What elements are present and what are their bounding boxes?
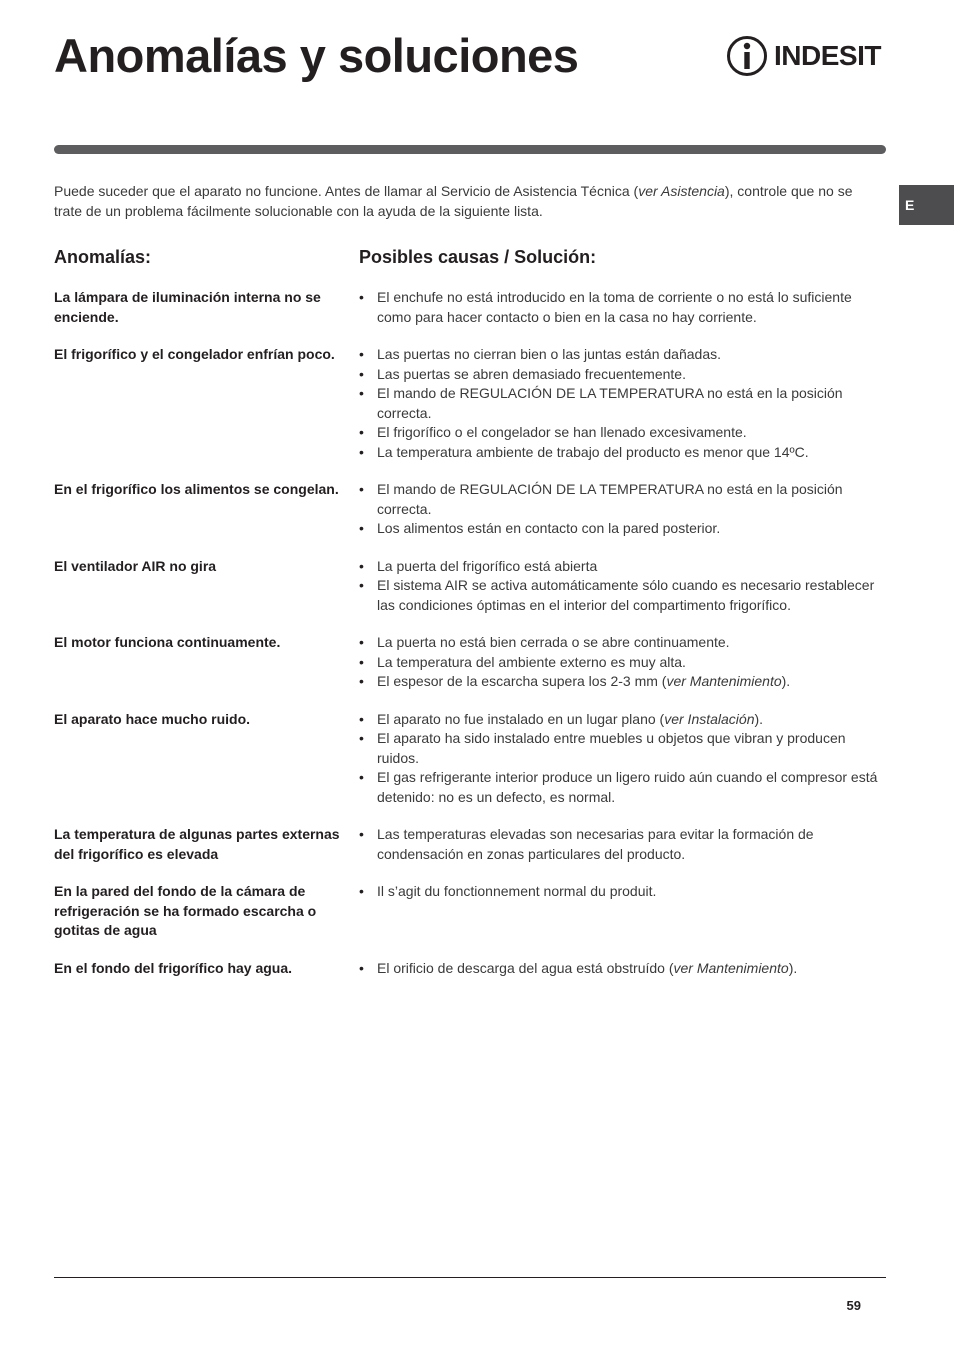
solution-text: El frigorífico o el congelador se han llenado excesivamente. [377, 424, 747, 440]
problem-text: En el fondo del frigorífico hay agua. [54, 959, 293, 976]
solution-item [359, 384, 886, 423]
solution-item [359, 672, 886, 692]
language-tab: E [899, 185, 954, 225]
solution-text: El orificio de descarga del agua está obstruído ( [377, 959, 674, 976]
solution-text: La puerta no está bien cerrada o se abre continuamente. [377, 634, 730, 650]
solution-text: El aparato no fue instalado en un lugar plano ( [377, 710, 665, 727]
solution-text: La temperatura del ambiente externo es muy alta. [377, 653, 686, 670]
header-rule [54, 145, 886, 154]
solution-text: Los alimentos están en contacto con la pared posterior. [377, 520, 721, 536]
indesit-i-icon [726, 34, 768, 78]
page-number: 59 [846, 1298, 861, 1313]
intro-reference: ver Asistencia [638, 183, 725, 199]
solution-item [359, 345, 886, 365]
solution-text: El gas refrigerante interior produce un ligero ruido aún cuando el compresor está detenido: no es un defecto, es normal. [377, 769, 878, 805]
solution-reference: ver Mantenimiento [666, 673, 782, 689]
solution-text: La puerta del frigorífico está abierta [377, 557, 598, 574]
solution-item [359, 557, 886, 577]
troubleshooting-row [54, 288, 886, 327]
solution-list [359, 882, 886, 941]
solution-text: Las puertas se abren demasiado frecuentemente. [377, 365, 686, 382]
solution-item [359, 423, 886, 443]
troubleshooting-row [54, 345, 886, 462]
brand-logo [726, 34, 886, 78]
problem-text: La temperatura de algunas partes externas del frigorífico es elevada [54, 826, 340, 862]
solution-text-end: ). [781, 673, 791, 689]
solution-reference: ver Mantenimiento [673, 959, 789, 976]
troubleshooting-row [54, 825, 886, 864]
solution-text: La temperatura ambiente de trabajo del producto es menor que 14ºC. [377, 443, 809, 460]
solution-item [359, 480, 886, 519]
solution-item [359, 365, 886, 385]
problem-text: El frigorífico y el congelador enfrían poco. [54, 346, 335, 362]
solution-item [359, 576, 886, 615]
solution-item [359, 288, 886, 327]
solution-item [359, 710, 886, 730]
solution-item [359, 768, 886, 807]
solution-list [359, 710, 886, 808]
solution-text: El aparato ha sido instalado entre muebles u objetos que vibran y producen ruidos. [377, 730, 846, 766]
troubleshooting-row [54, 959, 886, 979]
solution-list [359, 557, 886, 616]
problem-text: El ventilador AIR no gira [54, 557, 217, 574]
solution-list [359, 480, 886, 539]
solution-item [359, 519, 886, 539]
causes-heading: Posibles causas / Solución: [359, 247, 597, 267]
problem-text: En el frigorífico los alimentos se congelan. [54, 481, 339, 497]
solution-list [359, 288, 886, 327]
intro-paragraph [54, 181, 874, 221]
solution-item [359, 633, 886, 653]
solution-item [359, 729, 886, 768]
solution-text: El sistema AIR se activa automáticamente sólo cuando es necesario restablecer las condiciones óptimas en el interior del compartimento frigorífico. [377, 577, 875, 613]
troubleshooting-row [54, 882, 886, 941]
solution-list [359, 959, 886, 979]
solution-text-end: ). [788, 959, 798, 976]
solution-item [359, 959, 886, 979]
problem-text: El motor funciona continuamente. [54, 634, 281, 650]
solution-text: El mando de REGULACIÓN DE LA TEMPERATURA no está en la posición correcta. [377, 481, 843, 517]
solution-item [359, 882, 886, 902]
solution-reference: ver Instalación [664, 710, 755, 727]
problem-text: La lámpara de iluminación interna no se enciende. [54, 289, 321, 325]
problem-text: El aparato hace mucho ruido. [54, 710, 251, 727]
troubleshooting-list [54, 288, 886, 996]
page-title: Anomalías y soluciones [54, 29, 579, 82]
solution-item [359, 825, 886, 864]
solution-list [359, 633, 886, 692]
solution-list [359, 825, 886, 864]
solution-item [359, 653, 886, 673]
troubleshooting-row [54, 710, 886, 808]
troubleshooting-row [54, 633, 886, 692]
solution-item [359, 443, 886, 463]
anomalies-heading: Anomalías: [54, 247, 152, 267]
footer-rule [54, 1277, 886, 1278]
solution-text: El mando de REGULACIÓN DE LA TEMPERATURA no está en la posición correcta. [377, 385, 843, 421]
troubleshooting-row [54, 480, 886, 539]
solution-text: Il s’agit du fonctionnement normal du produit. [377, 883, 657, 899]
solution-text: Las temperaturas elevadas son necesarias para evitar la formación de condensación en zonas particulares del producto. [377, 826, 814, 862]
solution-text: El espesor de la escarcha supera los 2-3 mm ( [377, 673, 667, 689]
troubleshooting-row [54, 557, 886, 616]
solution-text-end: ). [754, 710, 764, 727]
solution-text: Las puertas no cierran bien o las juntas están dañadas. [377, 346, 722, 362]
solution-list [359, 345, 886, 462]
intro-text-end: ), controle que no se trate de un problema fácilmente solucionable con la ayuda de la siguiente lista. [54, 183, 853, 219]
brand-name: INDESIT [774, 40, 881, 71]
solution-text: El enchufe no está introducido en la toma de corriente o no está lo suficiente como para hacer contacto o bien en la casa no hay corriente. [377, 289, 852, 325]
intro-text: Puede suceder que el aparato no funcione. Antes de llamar al Servicio de Asistencia Técnica ( [54, 183, 639, 199]
problem-text: En la pared del fondo de la cámara de refrigeración se ha formado escarcha o gotitas de agua [54, 883, 317, 938]
